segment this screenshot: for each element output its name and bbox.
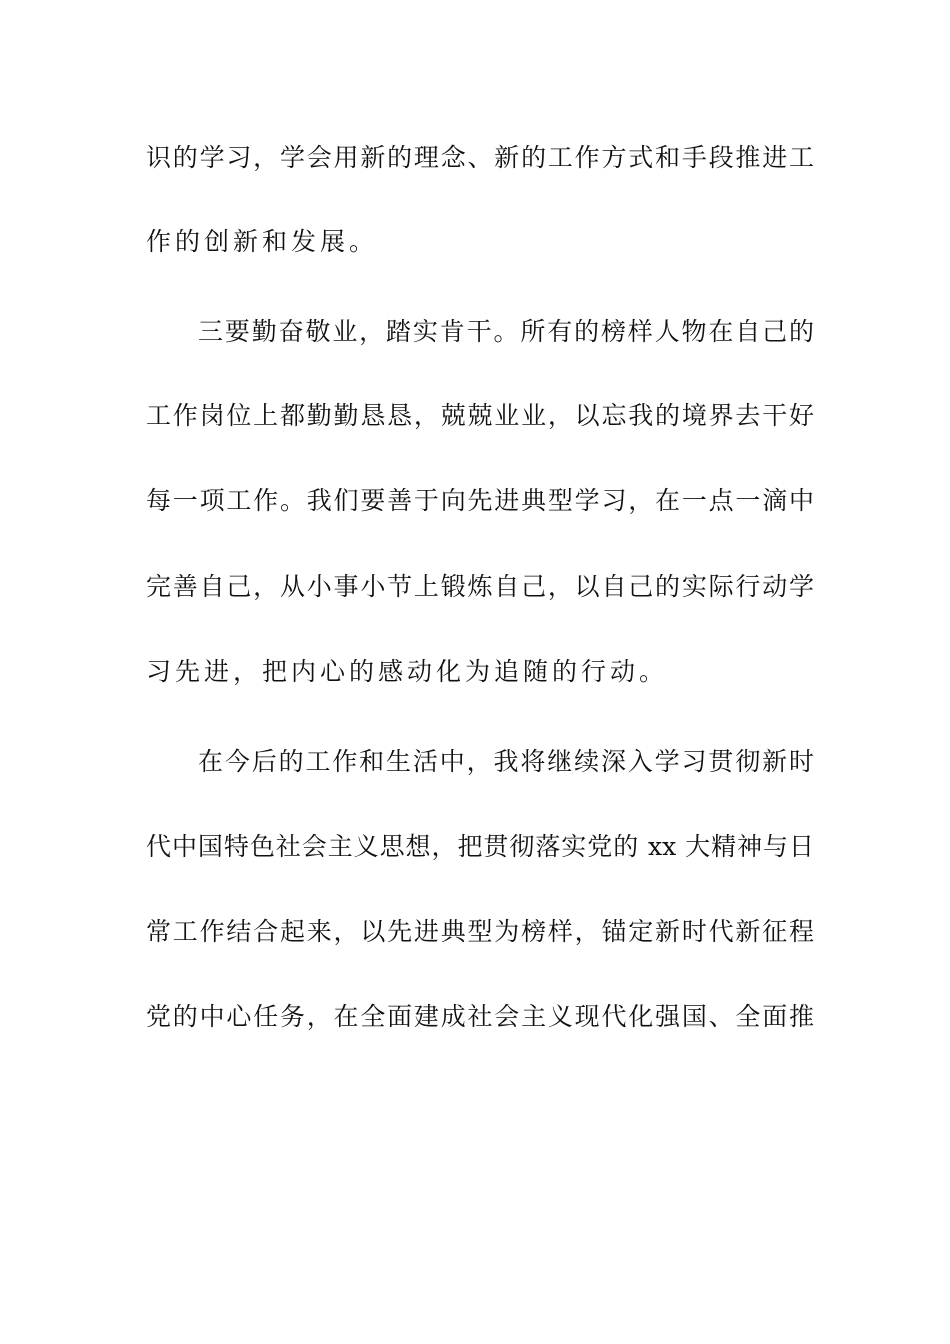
paragraph-line: 习先进，把内心的感动化为追随的行动。 xyxy=(146,657,669,686)
paragraph-first-line: 三要勤奋敬业，踏实肯干。所有的榜样人物在自己的 xyxy=(198,317,814,346)
paragraph-line: 每一项工作。我们要善于向先进典型学习，在一点一滴中 xyxy=(146,486,814,515)
paragraph-line: 代中国特色社会主义思想，把贯彻落实党的 xx 大精神与日 xyxy=(146,832,814,861)
paragraph-line: 完善自己，从小事小节上锻炼自己，以自己的实际行动学 xyxy=(146,572,814,601)
paragraph-line: 作的创新和发展。 xyxy=(146,227,379,256)
paragraph-line: 党的中心任务，在全面建成社会主义现代化强国、全面推 xyxy=(146,1002,814,1031)
paragraph-line: 工作岗位上都勤勤恳恳，兢兢业业，以忘我的境界去干好 xyxy=(146,401,814,430)
paragraph-first-line: 在今后的工作和生活中，我将继续深入学习贯彻新时 xyxy=(198,747,814,776)
paragraph-line: 识的学习，学会用新的理念、新的工作方式和手段推进工 xyxy=(146,143,814,172)
paragraph-line: 常工作结合起来，以先进典型为榜样，锚定新时代新征程 xyxy=(146,917,814,946)
